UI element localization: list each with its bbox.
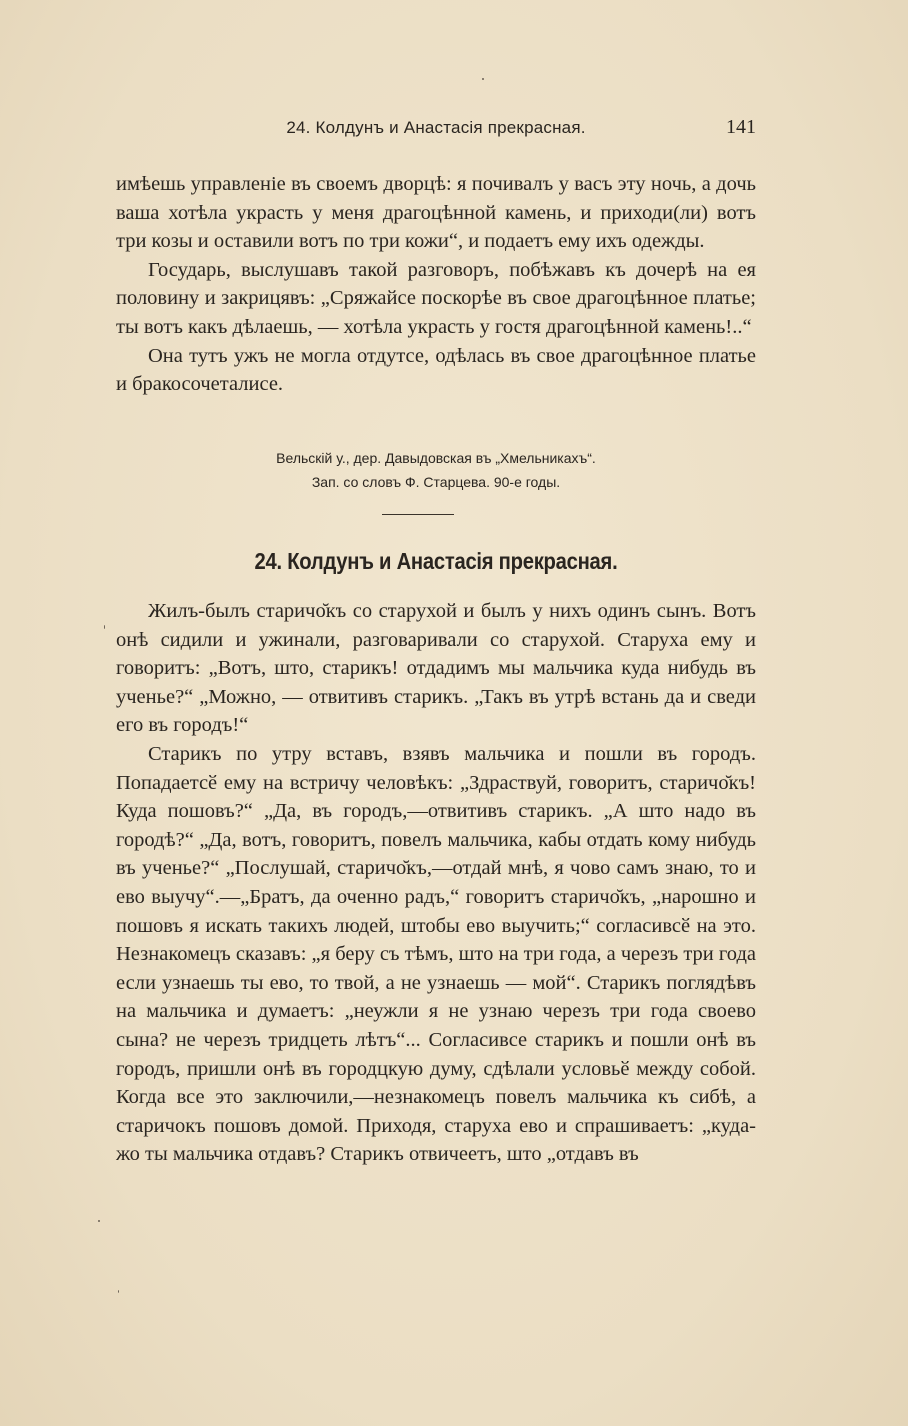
page-number: 141 (726, 116, 756, 138)
paragraph: Она тутъ ужъ не могла отдутсе, одѣлась въ свое драгоцѣнное платье и бракосочеталисе. (116, 344, 756, 396)
paragraph: Старикъ по утру вставъ, взявъ мальчика и пошли въ городъ. Попадаетсӗ ему на встричу человѣкъ: „Здраствуй, говоритъ, старичо̆къ! Куда пошовъ?“ „Да, въ городъ,—отвитивъ старикъ. „А што надо въ городѣ?“ „Да, вотъ, говоритъ, повелъ мальчика, кабы отдать кому нибудь въ ученье?“ „Послушай, старичо̆къ,—отдай мнѣ, я чово самъ знаю, то и ево выучу“.—„Братъ, да оченно радъ,“ говоритъ старичо̆къ, „нарошно и пошовъ я искать такихъ людей, штобы ево выучить;“ согласивсӗ на это. Незнакомецъ сказавъ: „я беру съ тѣмъ, што на три года, а черезъ три года если узнаешь ты ево, то твой, а не узнаешь — мой“. Старикъ поглядѣвъ на мальчика и думаетъ: „неужли я не узнаю черезъ три года своево сына? не черезъ тридцеть лѣтъ“... Согласивсе старикъ и пошли онѣ въ городъ, пришли онѣ въ городцкую думу, сдѣлали условьӗ между собой. Когда все это заключили,—незнакомецъ повелъ мальчика къ сибѣ, а старичокъ пошовъ домой. Приходя, старуха ево и спрашиваетъ: „куда-жо ты мальчика отдавъ? Старикъ отвичеетъ, што „отдавъ въ (116, 742, 756, 1166)
running-title: 24. Колдунъ и Анастасія прекрасная. (286, 118, 586, 137)
section-divider (382, 514, 454, 515)
continuation-text (116, 170, 756, 399)
running-header (116, 116, 756, 142)
paper-speck (118, 1290, 119, 1293)
paragraph: Жилъ-былъ старичо̆къ со старухой и былъ у нихъ одинъ сынъ. Вотъ онѣ сидили и ужинали, разговаривали со старухой. Старуха ему и говоритъ: „Вотъ, што, старикъ! отдадимъ мы мальчика куда нибудь въ ученье?“ „Можно, — отвитивъ старикъ. „Такъ въ утрѣ встань да и сведи его въ городъ!“ (116, 600, 756, 737)
paper-speck (98, 1220, 100, 1222)
paragraph: имѣешь управленіе въ своемъ дворцѣ: я почивалъ у васъ эту ночь, а дочь ваша хотѣла украсть у меня драгоцѣнной камень, и приходи(ли) вотъ три козы и оставили вотъ по три кожи“, и подаетъ ему ихъ одежды. (116, 173, 756, 253)
story-title: 24. Колдунъ и Анастасія прекрасная. (254, 548, 618, 574)
paper-speck (104, 625, 105, 629)
source-note-location: Вельскій у., дер. Давыдовская въ „Хмельникахъ“. (276, 450, 596, 466)
story-text (116, 597, 756, 1169)
source-note-recorder: Зап. со словъ Ф. Старцева. 90-е годы. (311, 474, 561, 490)
paragraph: Государь, выслушавъ такой разговоръ, побѣжавъ къ дочерѣ на ея половину и закрицявъ: „Сряжайсе поскорѣе въ свое драгоцѣнное платье; ты вотъ какъ дѣлаешь, — хотѣла украсть у гостя драгоцѣнной камень!..“ (116, 258, 756, 338)
paper-speck (482, 78, 484, 80)
